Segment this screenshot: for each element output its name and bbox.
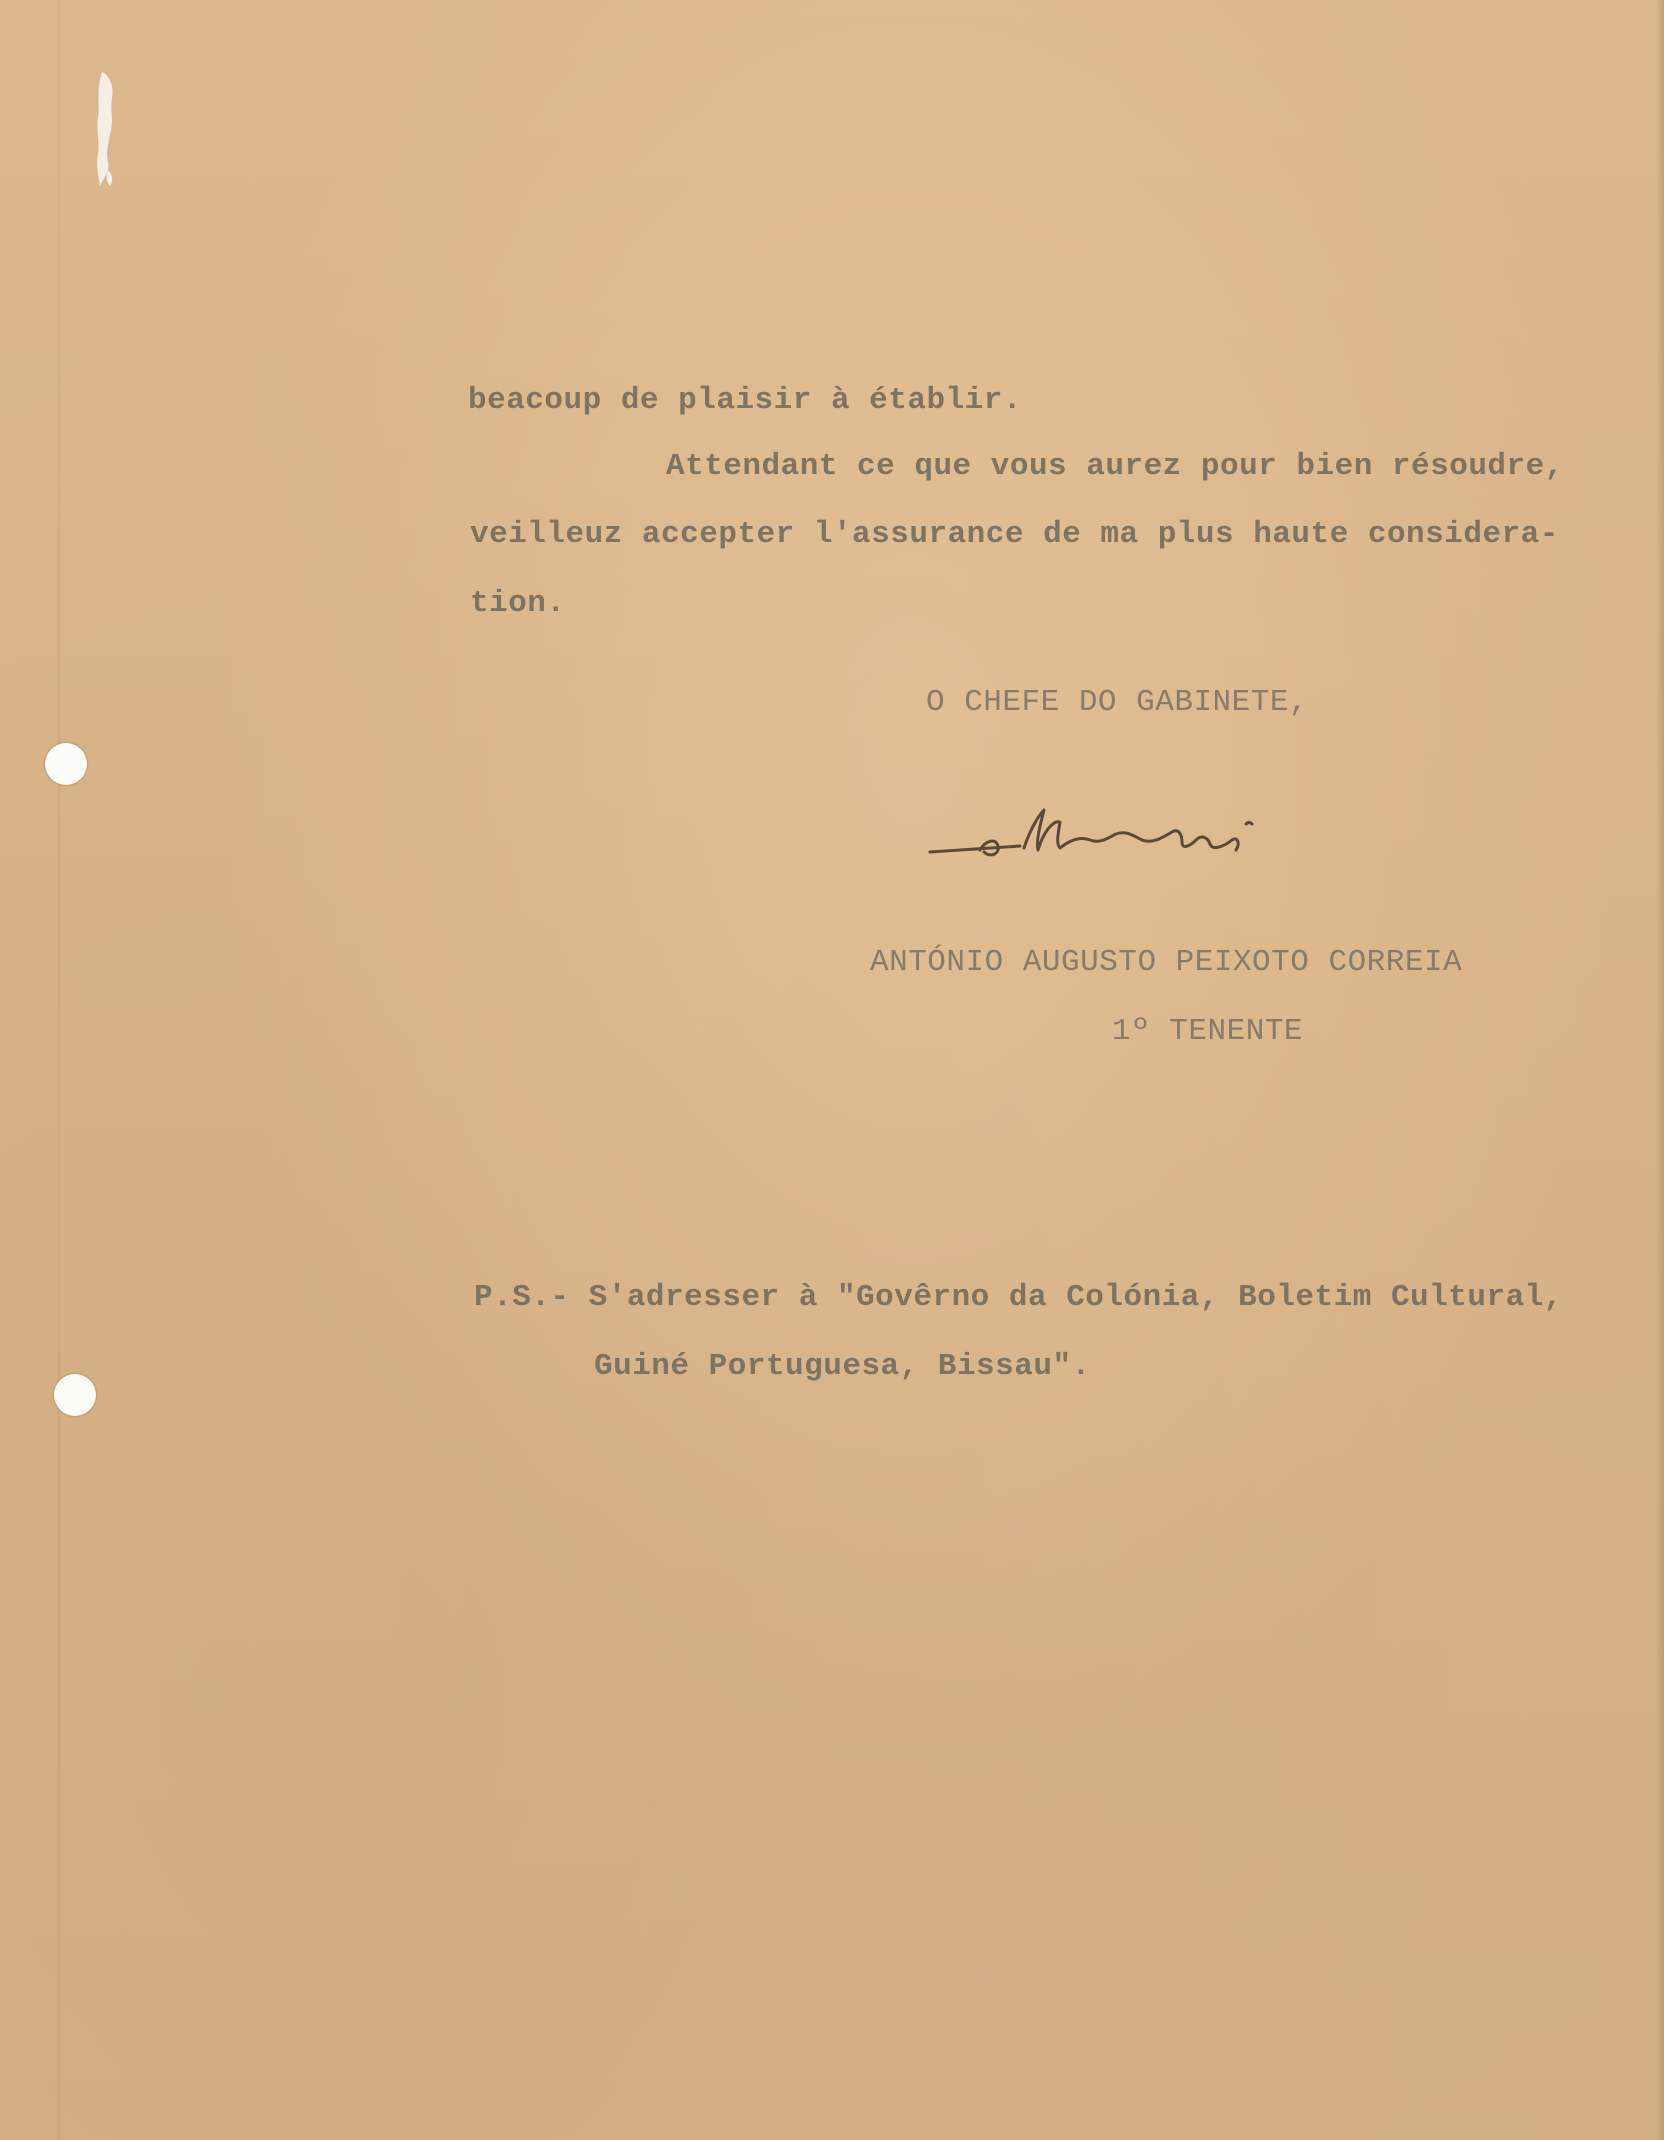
signatory-rank: 1º TENENTE bbox=[1112, 1014, 1304, 1049]
closing-title: O CHEFE DO GABINETE, bbox=[926, 685, 1309, 720]
punch-hole-lower bbox=[54, 1374, 96, 1416]
letter-line-4: tion. bbox=[470, 586, 566, 621]
paper-tear-mark bbox=[88, 70, 124, 190]
signature-mark bbox=[920, 800, 1340, 890]
fold-line bbox=[58, 0, 60, 2140]
signatory-name: ANTÓNIO AUGUSTO PEIXOTO CORREIA bbox=[870, 945, 1463, 980]
punch-hole-upper bbox=[45, 743, 87, 785]
letter-line-3: veilleuz accepter l'assurance de ma plus haute considera- bbox=[470, 517, 1559, 552]
letter-line-1: beacoup de plaisir à établir. bbox=[468, 383, 1022, 418]
postscript-line-2: Guiné Portuguesa, Bissau". bbox=[594, 1349, 1091, 1384]
page-edge-shadow bbox=[1656, 0, 1664, 2140]
postscript-line-1: P.S.- S'adresser à "Govêrno da Colónia, Boletim Cultural, bbox=[474, 1280, 1563, 1315]
letter-line-2: Attendant ce que vous aurez pour bien résoudre, bbox=[666, 449, 1564, 484]
